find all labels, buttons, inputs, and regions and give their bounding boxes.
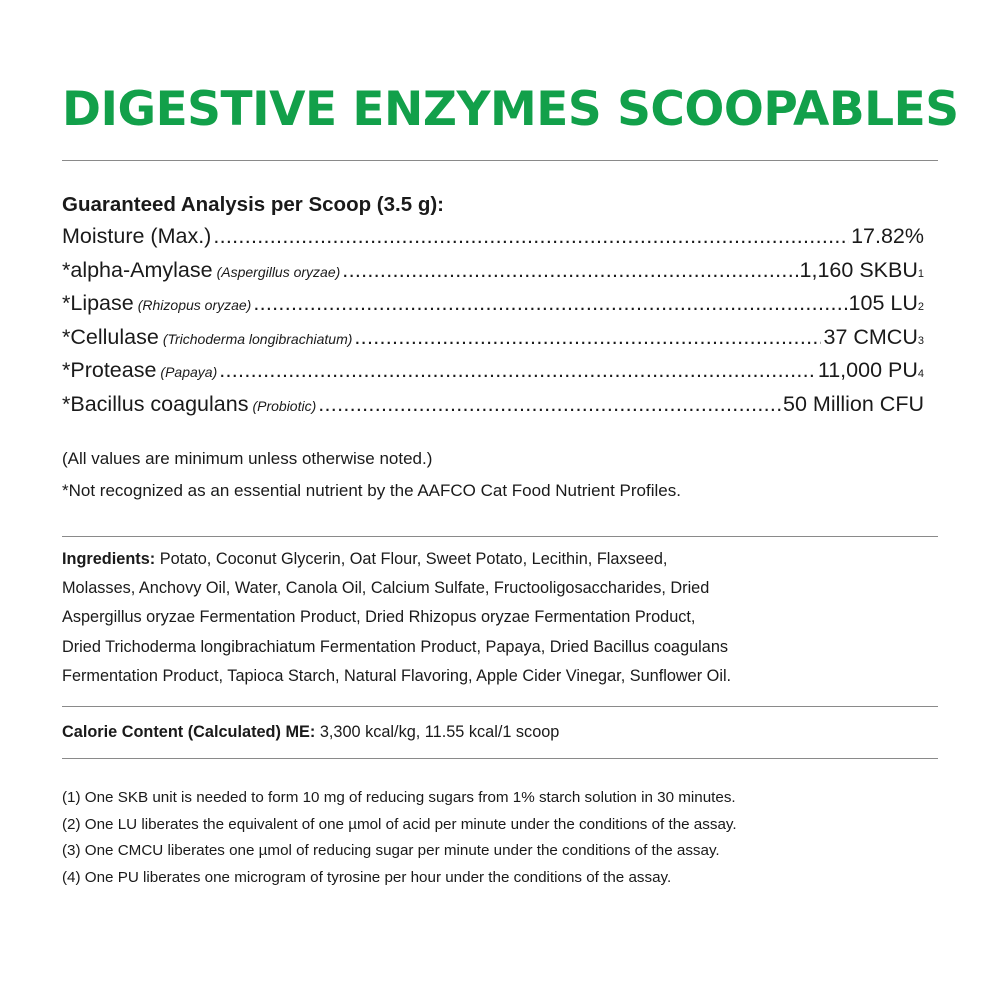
analysis-row-alpha-amylase: *alpha-Amylase (Aspergillus oryzae) ..... 1,160 SKBU 1 — [62, 258, 924, 292]
analysis-name: *alpha-Amylase — [62, 257, 213, 282]
divider-footnotes — [62, 758, 938, 759]
analysis-row-moisture — [62, 224, 924, 258]
analysis-name: *Lipase — [62, 291, 134, 315]
analysis-row-lipase: *Lipase (Rhizopus oryzae) ..... 105 LU 2 — [62, 291, 924, 325]
analysis-source: (Probiotic) — [252, 397, 317, 414]
ingredients-line: Dried Trichoderma longibrachiatum Fermentation Product, Papaya, Dried Bacillus coagulans — [62, 637, 729, 656]
guaranteed-analysis-heading: Guaranteed Analysis per Scoop (3.5 g): — [62, 193, 445, 216]
leader-dots — [342, 258, 797, 283]
analysis-value: 37 CMCU — [823, 324, 918, 349]
ingredients-line: Molasses, Anchovy Oil, Water, Canola Oil, Calcium Sulfate, Fructooligosaccharides, Dried — [62, 579, 710, 598]
calorie-label: Calorie Content (Calculated) ME: — [62, 723, 316, 741]
divider-ingredients — [62, 536, 938, 537]
calorie-value: 3,300 kcal/kg, 11.55 kcal/1 scoop — [315, 723, 560, 741]
footnote-4: (4) One PU liberates one microgram of tyrosine per hour under the conditions of the assay. — [62, 868, 672, 886]
analysis-value: 105 LU — [848, 291, 918, 315]
analysis-row-protease: *Protease (Papaya) ..... 11,000 PU 4 — [62, 358, 924, 392]
analysis-value: 11,000 PU — [817, 358, 918, 382]
page-title: DIGESTIVE ENZYMES SCOOPABLES — [62, 82, 959, 137]
footnote-3: (3) One CMCU liberates one µmol of reducing sugar per minute under the conditions of the assay. — [62, 842, 720, 859]
analysis-name: *Bacillus coagulans — [62, 391, 249, 416]
ingredients-line — [62, 545, 942, 574]
analysis-value: 17.82% — [851, 224, 924, 248]
analysis-source: (Papaya) — [160, 364, 218, 380]
footnote-2: (2) One LU liberates the equivalent of one µmol of acid per minute under the conditions of the assay. — [62, 815, 737, 833]
leader-dots — [219, 358, 816, 383]
leader-dots — [213, 224, 849, 249]
footnotes — [62, 785, 737, 891]
guaranteed-analysis-list — [62, 224, 924, 425]
analysis-value: 1,160 SKBU — [799, 257, 918, 282]
footnote-1: (1) One SKB unit is needed to form 10 mg of reducing sugars from 1% starch solution in 30 minutes. — [62, 789, 736, 806]
ingredients-text: Potato, Coconut Glycerin, Oat Flour, Sweet Potato, Lecithin, Flaxseed, — [155, 550, 668, 568]
ingredients-block — [62, 545, 942, 691]
ingredients-line: Fermentation Product, Tapioca Starch, Natural Flavoring, Apple Cider Vinegar, Sunflower Oil. — [62, 666, 732, 685]
analysis-source: (Trichoderma longibrachiatum) — [162, 330, 353, 347]
note-aafco: *Not recognized as an essential nutrient by the AAFCO Cat Food Nutrient Profiles. — [62, 481, 681, 500]
calorie-content — [62, 718, 559, 746]
analysis-name: *Protease — [62, 358, 157, 382]
analysis-name: Moisture (Max.) — [62, 224, 212, 248]
analysis-source: (Aspergillus oryzae) — [216, 263, 341, 280]
analysis-value: 50 Million CFU — [783, 391, 924, 416]
analysis-source: (Rhizopus oryzae) — [137, 297, 252, 313]
ingredients-line: Aspergillus oryzae Fermentation Product, Dried Rhizopus oryzae Fermentation Product, — [62, 608, 696, 627]
leader-dots — [253, 291, 846, 316]
leader-dots — [318, 392, 781, 417]
analysis-name: *Cellulase — [62, 324, 159, 349]
analysis-row-cellulase: *Cellulase (Trichoderma longibrachiatum) ..... 37 CMCU 3 — [62, 325, 924, 359]
divider-top — [62, 160, 938, 161]
note-minimum-values: (All values are minimum unless otherwise noted.) — [62, 449, 433, 468]
leader-dots — [354, 325, 821, 350]
analysis-row-bacillus-coagulans — [62, 392, 924, 426]
ingredients-label: Ingredients: — [62, 550, 156, 568]
divider-calorie — [62, 706, 938, 707]
